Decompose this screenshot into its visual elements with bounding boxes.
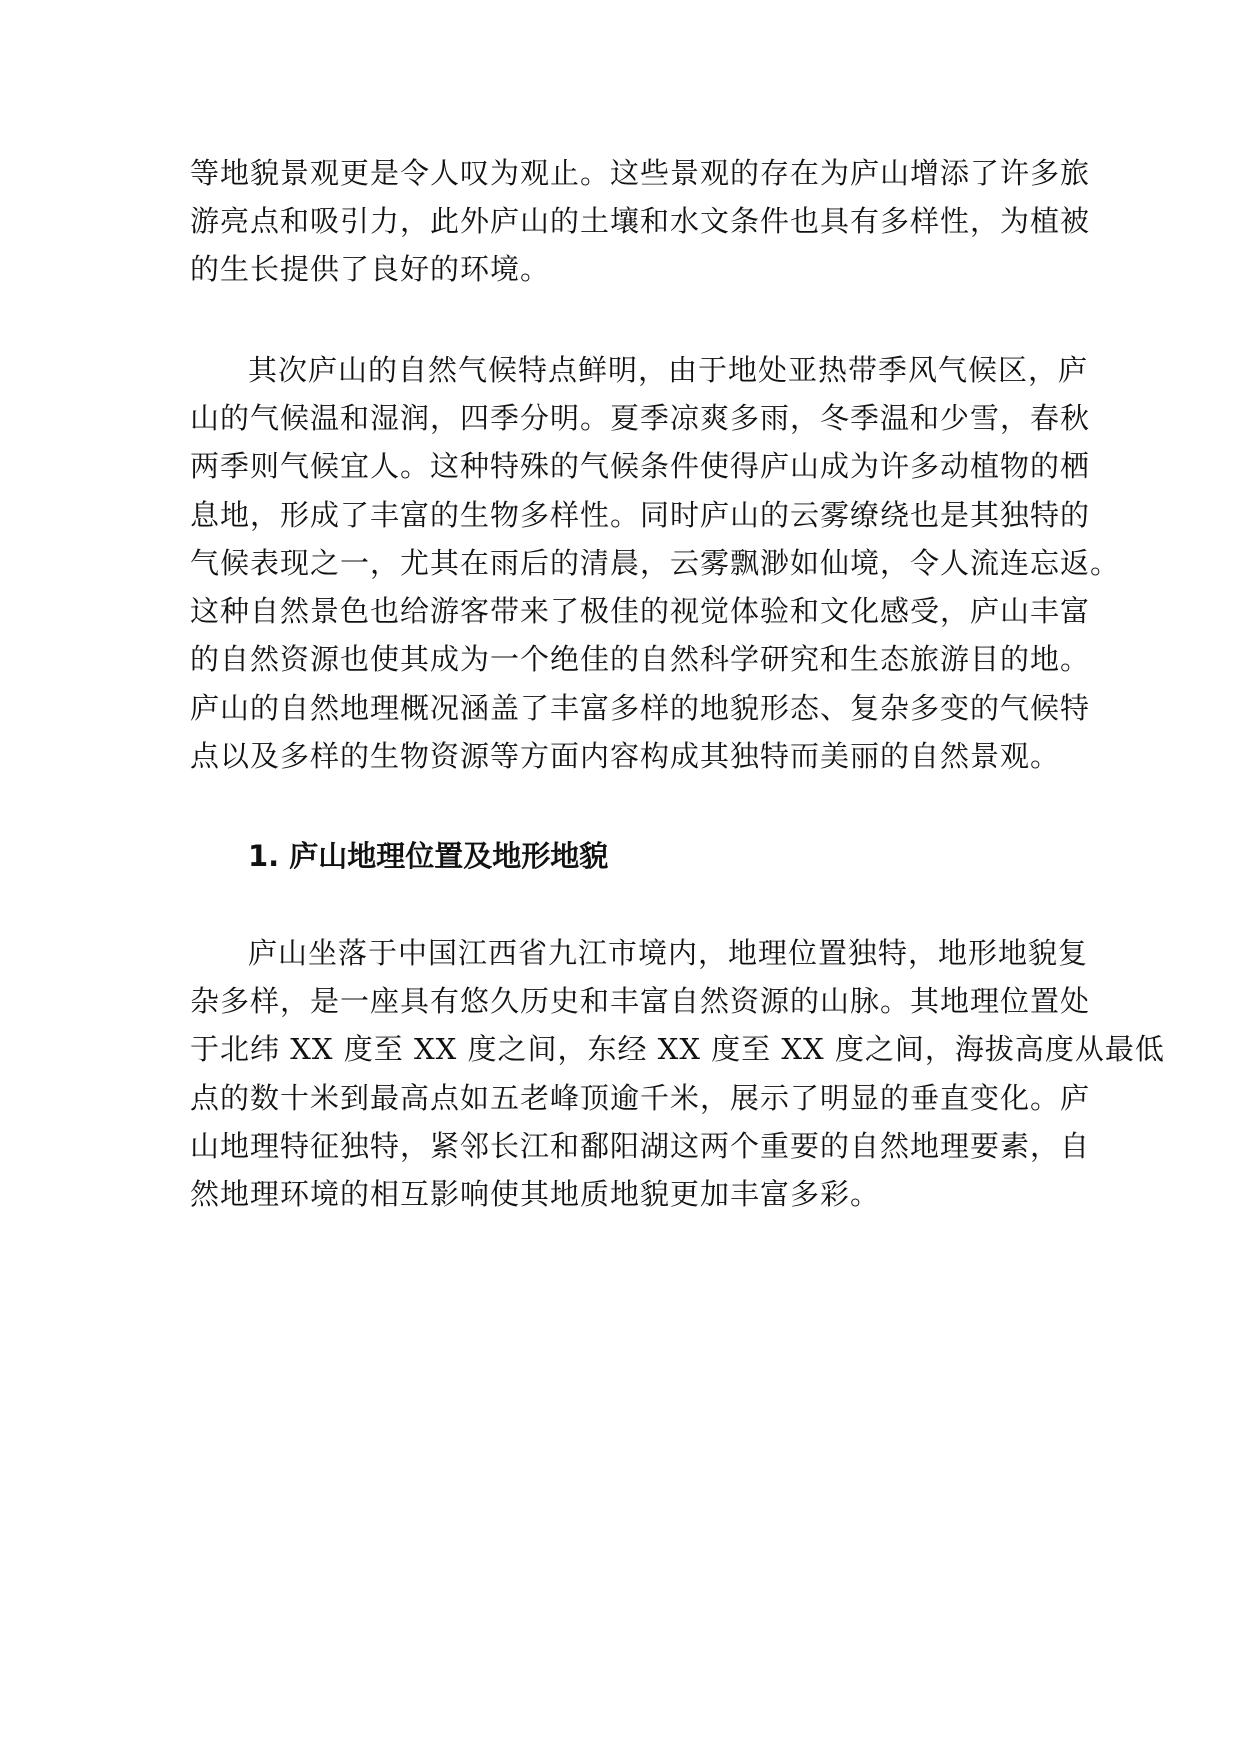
- text-line: 山地理特征独特，紧邻长江和鄱阳湖这两个重要的自然地理要素，自: [190, 1129, 1091, 1163]
- text-line: 的生长提供了良好的环境。: [190, 252, 551, 286]
- text-line: 点的数十米到最高点如五老峰顶逾千米，展示了明显的垂直变化。庐: [190, 1081, 1091, 1115]
- text-line: 庐山的自然地理概况涵盖了丰富多样的地貌形态、复杂多变的气候特: [190, 691, 1091, 725]
- text-line: 这种自然景色也给游客带来了极佳的视觉体验和文化感受，庐山丰富: [190, 594, 1091, 628]
- text-line: 的自然资源也使其成为一个绝佳的自然科学研究和生态旅游目的地。: [190, 642, 1091, 676]
- text-line: 于北纬 XX 度至 XX 度之间，东经 XX 度至 XX 度之间，海拔高度从最低: [190, 1032, 1165, 1066]
- text-line: 杂多样，是一座具有悠久历史和丰富自然资源的山脉。其地理位置处: [190, 984, 1091, 1018]
- text-line: 山的气候温和湿润，四季分明。夏季凉爽多雨，冬季温和少雪，春秋: [190, 401, 1091, 435]
- text-line: 息地，形成了丰富的生物多样性。同时庐山的云雾缭绕也是其独特的: [190, 498, 1091, 532]
- text-line: 气候表现之一，尤其在雨后的清晨，云雾飘渺如仙境，令人流连忘返。: [190, 546, 1121, 580]
- text-line: 其次庐山的自然气候特点鲜明，由于地处亚热带季风气候区，庐: [248, 353, 1089, 387]
- text-line: 庐山坐落于中国江西省九江市境内，地理位置独特，地形地貌复: [248, 936, 1089, 970]
- text-line: 两季则气候宜人。这种特殊的气候条件使得庐山成为许多动植物的栖: [190, 449, 1091, 483]
- text-line: 点以及多样的生物资源等方面内容构成其独特而美丽的自然景观。: [190, 739, 1061, 773]
- text-line: 然地理环境的相互影响使其地质地貌更加丰富多彩。: [190, 1177, 881, 1211]
- section-heading: 1. 庐山地理位置及地形地貌: [248, 839, 609, 873]
- text-line: 等地貌景观更是令人叹为观止。这些景观的存在为庐山增添了许多旅: [190, 156, 1091, 190]
- text-line: 游亮点和吸引力，此外庐山的土壤和水文条件也具有多样性，为植被: [190, 204, 1091, 238]
